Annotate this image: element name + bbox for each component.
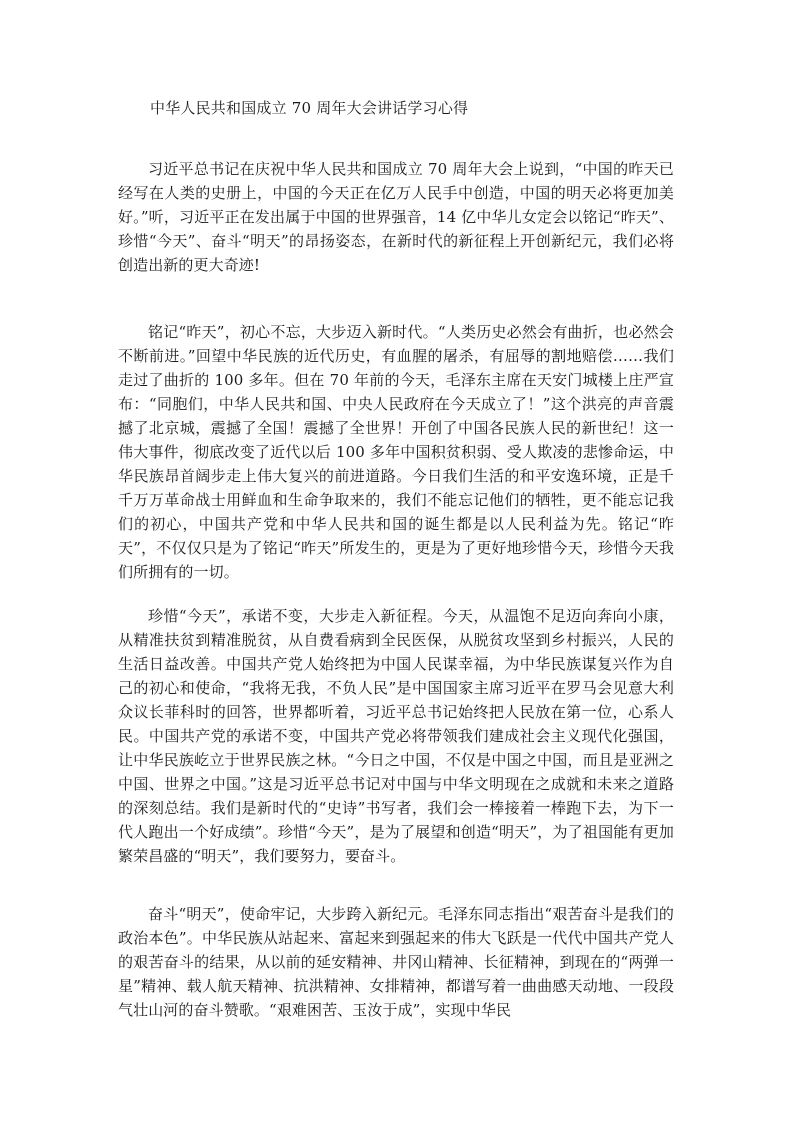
paragraph-intro: 习近平总书记在庆祝中华人民共和国成立 70 周年大会上说到，“中国的昨天已经写在人类的史册上，中国的今天正在亿万人民手中创造，中国的明天必将更加美好。”听，习近平正在发出属于中国的世界强音，14 亿中华儿女定会以铭记“昨天”、珍惜“今天”、奋斗“明天”的昂扬姿态，在新时代的新征程上开创新纪元，我们必将创造出新的更大奇迹! [118, 160, 674, 274]
paragraph-cherish-today: 珍惜“今天”，承诺不变，大步走入新征程。今天，从温饱不足迈向奔向小康，从精准扶贫到精准脱贫，从自费看病到全民医保，从脱贫攻坚到乡村振兴，人民的生活日益改善。中国共产党人始终把为中国人民谋幸福，为中华民族谋复兴作为自己的初心和使命，“我将无我，不负人民”是中国国家主席习近平在罗马会见意大利众议长菲科时的回答，世界都听着，习近平总书记始终把人民放在第一位，心系人民。中国共产党的承诺不变，中国共产党必将带领我们建成社会主义现代化强国，让中华民族屹立于世界民族之林。“今日之中国，不仅是中国之中国，而且是亚洲之中国、世界之中国。”这是习近平总书记对中国与中华文明现在之成就和未来之道路的深刻总结。我们是新时代的“史诗”书写者，我们会一棒接着一棒跑下去，为下一代人跑出一个好成绩”。珍惜“今天”，是为了展望和创造“明天”，为了祖国能有更加繁荣昌盛的“明天”，我们要努力，要奋斗。 [118, 607, 674, 865]
document-title: 中华人民共和国成立 70 周年大会讲话学习心得 [150, 99, 469, 117]
paragraph-remember-yesterday: 铭记“昨天”，初心不忘，大步迈入新时代。“人类历史必然会有曲折，也必然会不断前进。”回望中华民族的近代历史，有血腥的屠杀，有屈辱的割地赔偿……我们走过了曲折的 100 多年。但在 70 年前的今天，毛泽东主席在天安门城楼上庄严宣布：“同胞们，中华人民共和国、中央人民政府在今天成立了！”这个洪亮的声音震撼了北京城，震撼了全国！震撼了全世界！开创了中国各民族人民的新世纪！这一伟大事件，彻底改变了近代以后 100 多年中国积贫积弱、受人欺凌的悲惨命运，中华民族昂首阔步走上伟大复兴的前进道路。今日我们生活的和平安逸环境，正是千千万万革命战士用鲜血和生命争取来的，我们不能忘记他们的牺牲，更不能忘记我们的初心，中国共产党和中华人民共和国的诞生都是以人民利益为先。铭记“昨天”，不仅仅只是为了铭记“昨天”所发生的，更是为了更好地珍惜今天，珍惜今天我们所拥有的一切。 [118, 323, 674, 581]
paragraph-strive-tomorrow: 奋斗“明天”，使命牢记，大步跨入新纪元。毛泽东同志指出“艰苦奋斗是我们的政治本色”。中华民族从站起来、富起来到强起来的伟大飞跃是一代代中国共产党人的艰苦奋斗的结果，从以前的延安精神、井冈山精神、长征精神，到现在的“两弹一星”精神、载人航天精神、抗洪精神、女排精神，都谱写着一曲曲感天动地、一段段气壮山河的奋斗赞歌。“艰难困苦、玉汝于成”，实现中华民 [118, 905, 674, 1019]
